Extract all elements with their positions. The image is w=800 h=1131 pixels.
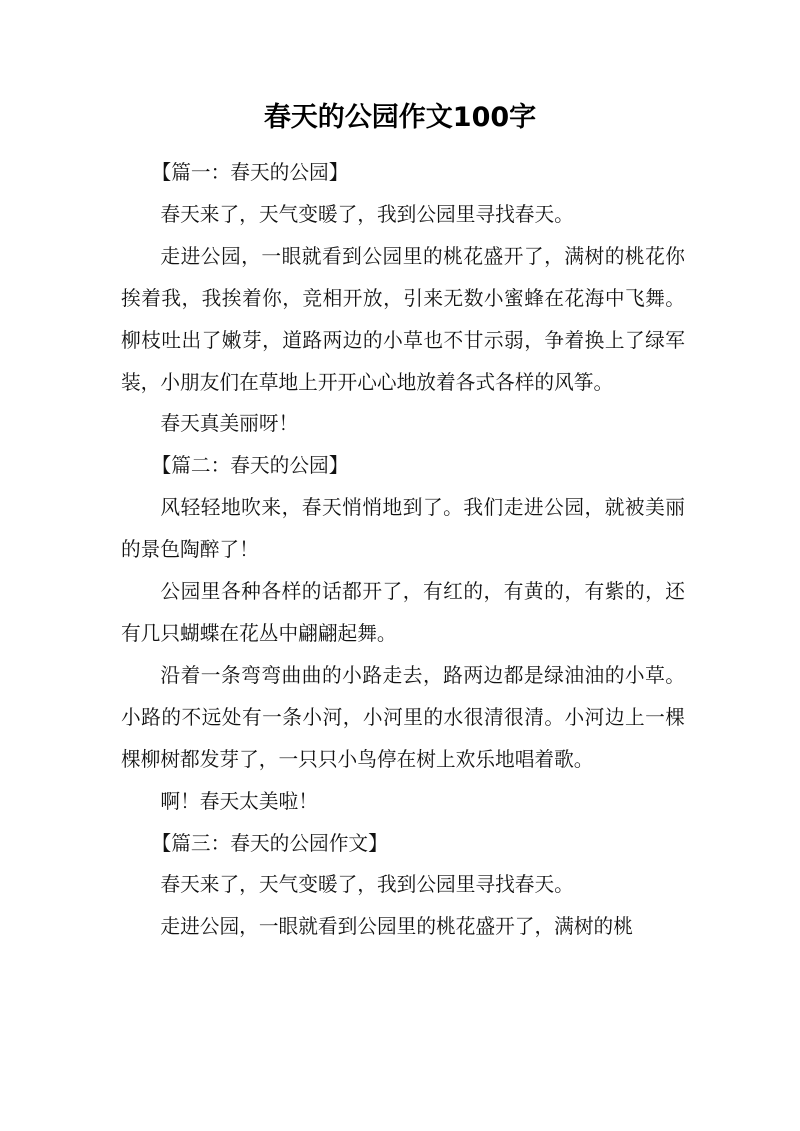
paragraph: 啊！春天太美啦！: [160, 789, 318, 813]
paragraph: 走进公园，一眼就看到公园里的桃花盛开了，满树的桃花你挨着我，我挨着你，竞相开放，引来无数小蜜蜂在花海中飞舞。柳枝吐出了嫩芽，道路两边的小草也不甘示弱，争着换上了绿军装，小朋友们在草地上开开心心地放着各式各样的风筝。: [121, 244, 685, 394]
paragraph: 风轻轻地吹来，春天悄悄地到了。我们走进公园，就被美丽的景色陶醉了！: [121, 496, 685, 562]
paragraph: 走进公园，一眼就看到公园里的桃花盛开了，满树的桃: [160, 915, 633, 939]
section-heading: 【篇二：春天的公园】: [151, 454, 349, 478]
paragraph: 公园里各种各样的话都开了，有红的，有黄的，有紫的，还有几只蝴蝶在花丛中翩翩起舞。: [121, 580, 685, 645]
paragraph: 春天真美丽呀！: [160, 412, 299, 436]
section-heading: 【篇三：春天的公园作文】: [151, 831, 388, 855]
paragraph: 沿着一条弯弯曲曲的小路走去，路两边都是绿油油的小草。小路的不远处有一条小河，小河里的水很清很清。小河边上一棵棵柳树都发芽了，一只只小鸟停在树上欢乐地唱着歌。: [121, 663, 685, 771]
paragraph: 春天来了，天气变暖了，我到公园里寻找春天。: [160, 202, 574, 226]
document-title: 春天的公园作文100字: [263, 102, 537, 133]
section-heading: 【篇一：春天的公园】: [151, 161, 349, 184]
paragraph: 春天来了，天气变暖了，我到公园里寻找春天。: [160, 873, 574, 897]
document-body: [121, 152, 685, 948]
